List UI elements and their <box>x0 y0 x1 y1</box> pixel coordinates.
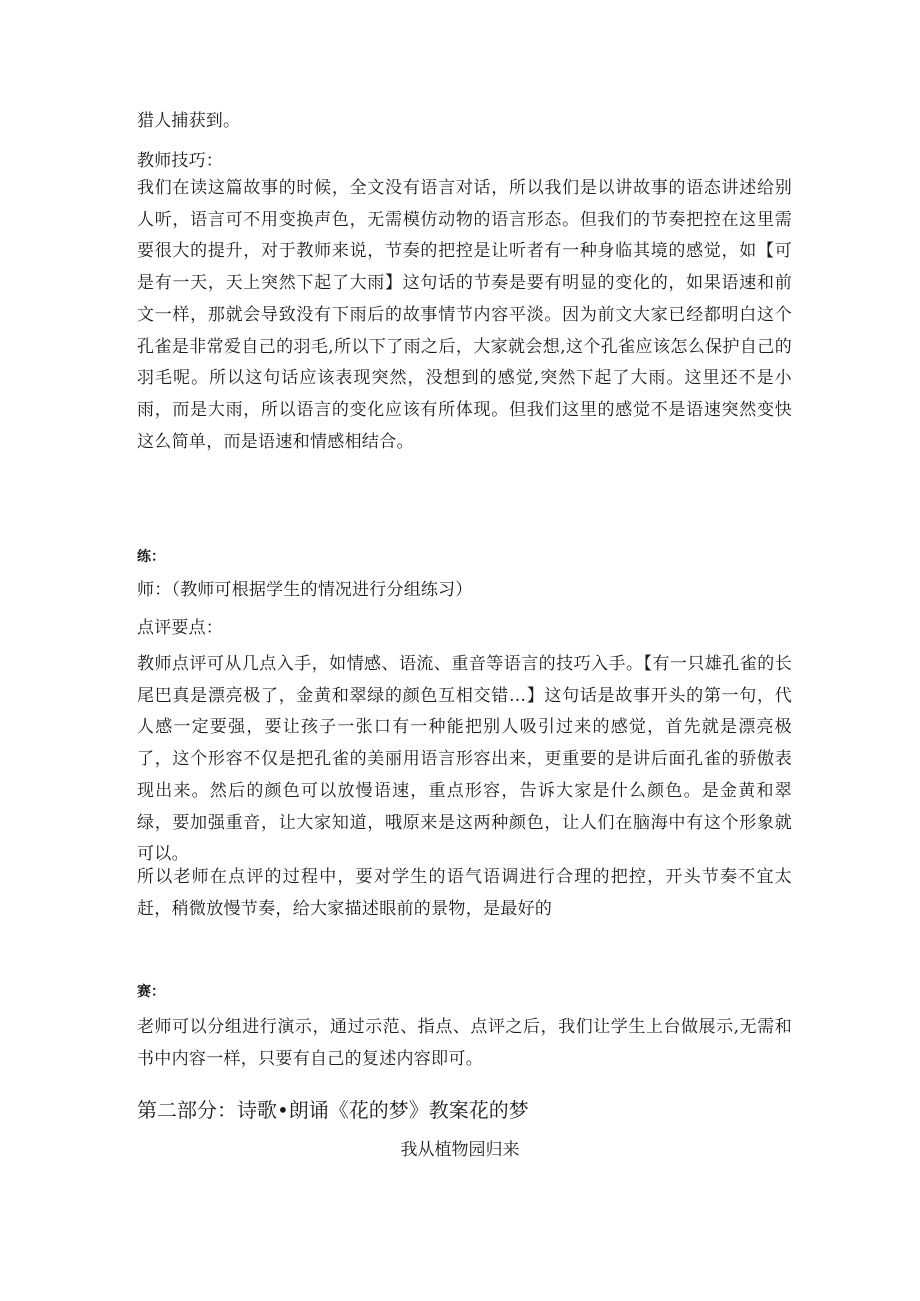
teacher-line: 师：（教师可根据学生的情况进行分组练习） <box>137 580 473 600</box>
review-paragraph: 教师点评可从几点入手，如情感、语流、重音等语言的技巧入手。【有一只雄孔雀的长尾巴真是漂亮极了，金黄和翠绿的颜色互相交错…】这句话是故事开头的第一句，代人感一定要强，要让孩子一张口有一种能把别人吸引过来的感觉，首先就是漂亮极了，这个形容不仅是把孔雀的美丽用语言形容出来，更重要的是讲后面孔雀的骄傲表现出来。然后的颜色可以放慢语速，重点形容，告诉大家是什么颜色。是金黄和翠绿，要加强重音，让大家知道，哦原来是这两种颜色，让人们在脑海中有这个形象就可以。 <box>137 654 792 865</box>
part-two-heading: 第二部分：诗歌•朗诵《花的梦》教案花的梦 <box>137 1098 529 1122</box>
practice-label: 练： <box>137 549 165 565</box>
opening-line: 猎人捕获到。 <box>137 111 241 131</box>
summary-paragraph: 所以老师在点评的过程中，要对学生的语气语调进行合理的把控，开头节奏不宜太赶，稍微放慢节奏，给大家描述眼前的景物，是最好的 <box>137 867 792 919</box>
poem-first-line: 我从植物园归来 <box>400 1140 520 1160</box>
contest-label: 赛： <box>137 984 165 1000</box>
contest-paragraph: 老师可以分组进行演示，通过示范、指点、点评之后，我们让学生上台做展示,无需和书中内容一样，只要有自己的复述内容即可。 <box>137 1017 792 1069</box>
review-points-label: 点评要点： <box>137 618 223 638</box>
teacher-tips-paragraph: 我们在读这篇故事的时候，全文没有语言对话，所以我们是以讲故事的语态讲述给别人听，语言可不用变换声色，无需模仿动物的语言形态。但我们的节奏把控在这里需要很大的提升，对于教师来说，节奏的把控是让听者有一种身临其境的感觉，如【可是有一天，天上突然下起了大雨】这句话的节奏是要有明显的变化的，如果语速和前文一样，那就会导致没有下雨后的故事情节内容平淡。因为前文大家已经都明白这个孔雀是非常爱自己的羽毛,所以下了雨之后，大家就会想,这个孔雀应该怎么保护自己的羽毛呢。所以这句话应该表现突然，没想到的感觉,突然下起了大雨。这里还不是小雨，而是大雨，所以语言的变化应该有所体现。但我们这里的感觉不是语速突然变快这么简单，而是语速和情感相结合。 <box>137 178 792 452</box>
teacher-tips-label: 教师技巧： <box>137 151 223 171</box>
